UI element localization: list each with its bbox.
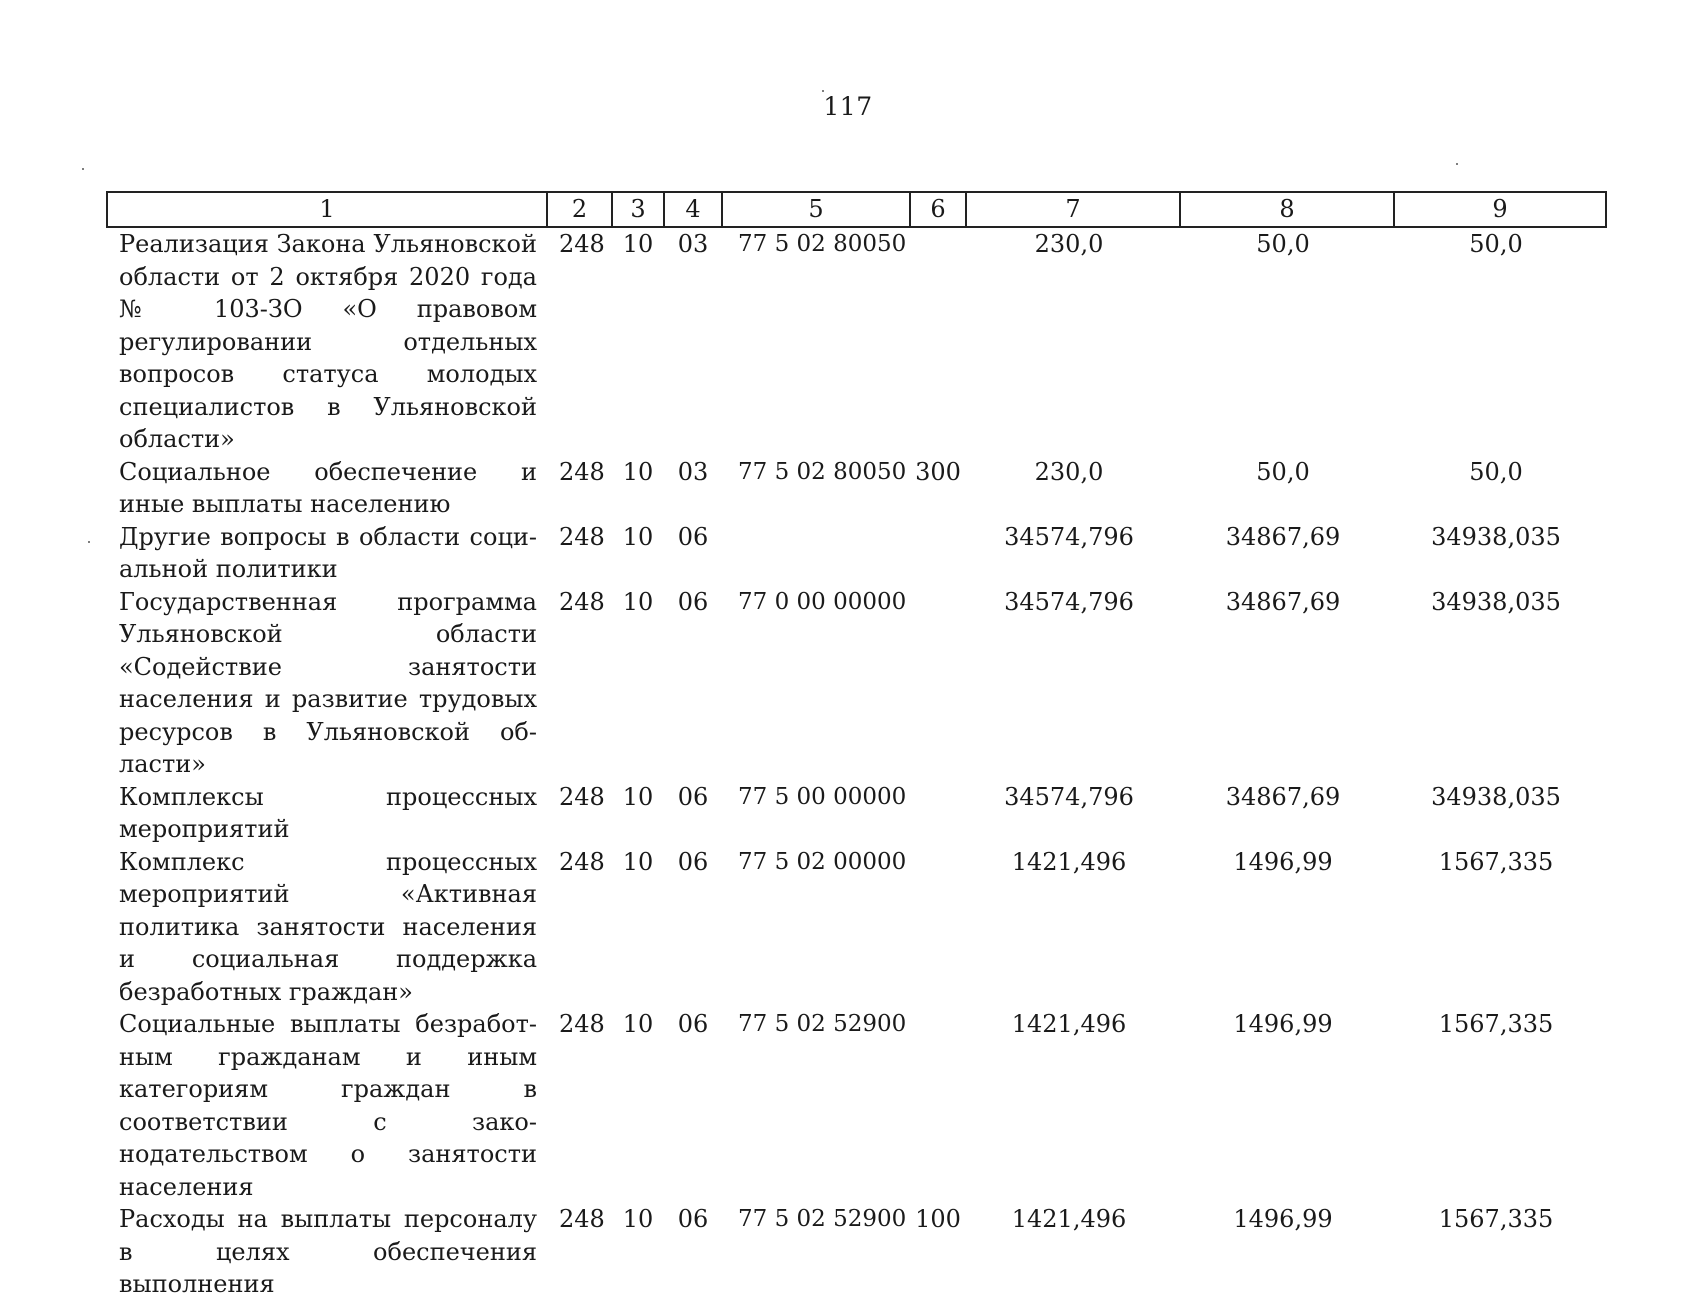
row-amount-col8: 34867,69 — [1225, 782, 1341, 811]
row-subsection: 06 — [677, 1010, 709, 1038]
scan-speck — [822, 90, 824, 92]
row-amount-col9: 1567,335 — [1438, 1205, 1554, 1233]
row-name: Государственная программа Ульяновской области «Содействие занятости населения и развитие трудовых ресурсов в Ульяновской области» — [119, 587, 537, 778]
row-subsection: 06 — [677, 522, 709, 551]
row-amount-col9: 1567,335 — [1438, 847, 1554, 876]
row-name: Другие вопросы в области социальной политики — [119, 522, 537, 583]
row-amount-col9: 34938,035 — [1431, 522, 1561, 551]
row-amount-col7: 34574,796 — [1004, 522, 1134, 551]
row-amount-col8: 1496,99 — [1233, 1010, 1333, 1038]
row-expense-type: 100 — [915, 1205, 961, 1233]
row-target-article: 77 5 02 00000 — [738, 848, 907, 875]
col-header-3: 3 — [612, 192, 664, 227]
row-name: Комплексы процессных мероприятий — [119, 782, 537, 843]
row-target-article — [722, 521, 910, 586]
table-row — [107, 1203, 1606, 1301]
row-target-article: 77 5 02 52900 — [738, 1011, 907, 1037]
row-target-article: 77 5 02 80050 — [738, 458, 907, 485]
row-subsection: 03 — [677, 230, 709, 258]
row-subsection: 06 — [677, 587, 709, 616]
row-amount-col8: 1496,99 — [1233, 1205, 1333, 1233]
row-section: 10 — [622, 230, 654, 258]
table-row — [107, 1008, 1606, 1203]
scan-speck — [82, 168, 84, 170]
row-target-article: 77 0 00 00000 — [738, 588, 907, 615]
row-amount-col7: 230,0 — [1034, 457, 1104, 486]
row-amount-col8: 50,0 — [1256, 457, 1310, 486]
row-amount-col9: 34938,035 — [1431, 782, 1561, 811]
row-amount-col7: 1421,496 — [1011, 1010, 1127, 1038]
col-header-7: 7 — [966, 192, 1180, 227]
row-amount-col7: 34574,796 — [1004, 782, 1134, 811]
row-amount-col8: 34867,69 — [1225, 587, 1341, 616]
table-row — [107, 586, 1606, 781]
row-target-article: 77 5 00 00000 — [738, 783, 907, 810]
table-row — [107, 456, 1606, 521]
row-expense-type — [910, 521, 966, 586]
row-ministry-code: 248 — [559, 522, 605, 551]
table-row — [107, 521, 1606, 586]
row-target-article: 77 5 02 80050 — [738, 231, 907, 257]
row-subsection: 06 — [677, 1205, 709, 1233]
row-expense-type — [910, 1008, 966, 1203]
row-amount-col7: 230,0 — [1034, 230, 1104, 258]
table-row — [107, 846, 1606, 1009]
row-amount-col9: 50,0 — [1469, 457, 1523, 486]
row-ministry-code: 248 — [559, 230, 605, 258]
row-expense-type — [910, 227, 966, 456]
row-amount-col8: 50,0 — [1256, 230, 1310, 258]
row-ministry-code: 248 — [559, 457, 605, 486]
row-expense-type — [910, 846, 966, 1009]
row-ministry-code: 248 — [559, 1205, 605, 1233]
row-amount-col9: 1567,335 — [1438, 1010, 1554, 1038]
row-ministry-code: 248 — [559, 587, 605, 616]
row-section: 10 — [622, 1205, 654, 1233]
col-header-4: 4 — [664, 192, 722, 227]
row-name: Расходы на выплаты персоналу в целях обеспечения выполнения — [119, 1205, 537, 1298]
row-expense-type: 300 — [915, 457, 961, 486]
scan-speck — [1456, 163, 1458, 165]
row-ministry-code: 248 — [559, 1010, 605, 1038]
row-section: 10 — [622, 457, 654, 486]
col-header-8: 8 — [1180, 192, 1394, 227]
col-header-6: 6 — [910, 192, 966, 227]
row-expense-type — [910, 586, 966, 781]
col-header-2: 2 — [547, 192, 612, 227]
row-section: 10 — [622, 782, 654, 811]
row-amount-col9: 50,0 — [1469, 230, 1523, 258]
budget-table — [106, 191, 1607, 1301]
col-header-5: 5 — [722, 192, 910, 227]
table-row — [107, 781, 1606, 846]
row-expense-type — [910, 781, 966, 846]
row-ministry-code: 248 — [559, 782, 605, 811]
table-row — [107, 227, 1606, 456]
row-section: 10 — [622, 1010, 654, 1038]
row-subsection: 03 — [677, 457, 709, 486]
header-row — [107, 192, 1606, 227]
scan-speck — [88, 541, 90, 543]
row-name: Комплекс процессных мероприятий «Активная политика занятости населения и социальная поддержка безработных граждан» — [119, 847, 537, 1006]
row-name: Социальное обеспечение и иные выплаты населению — [119, 457, 537, 518]
row-subsection: 06 — [677, 847, 709, 876]
row-amount-col8: 34867,69 — [1225, 522, 1341, 551]
row-section: 10 — [622, 587, 654, 616]
row-target-article: 77 5 02 52900 — [738, 1206, 907, 1232]
page-number: 117 — [823, 92, 873, 121]
row-section: 10 — [622, 847, 654, 876]
row-name: Реализация Закона Ульяновской области от 2 октября 2020 года № 103-ЗО «О правовом регулировании отдельных вопросов статуса молодых специалистов в Ульяновской области» — [119, 230, 537, 453]
col-header-9: 9 — [1394, 192, 1606, 227]
row-section: 10 — [622, 522, 654, 551]
row-amount-col7: 1421,496 — [1011, 1205, 1127, 1233]
row-subsection: 06 — [677, 782, 709, 811]
row-amount-col8: 1496,99 — [1233, 847, 1333, 876]
row-name: Социальные выплаты безработным гражданам и иным категориям граждан в соответствии с законодательством о занятости населения — [119, 1010, 537, 1201]
row-ministry-code: 248 — [559, 847, 605, 876]
col-header-1: 1 — [107, 192, 547, 227]
row-amount-col7: 1421,496 — [1011, 847, 1127, 876]
row-amount-col9: 34938,035 — [1431, 587, 1561, 616]
row-amount-col7: 34574,796 — [1004, 587, 1134, 616]
